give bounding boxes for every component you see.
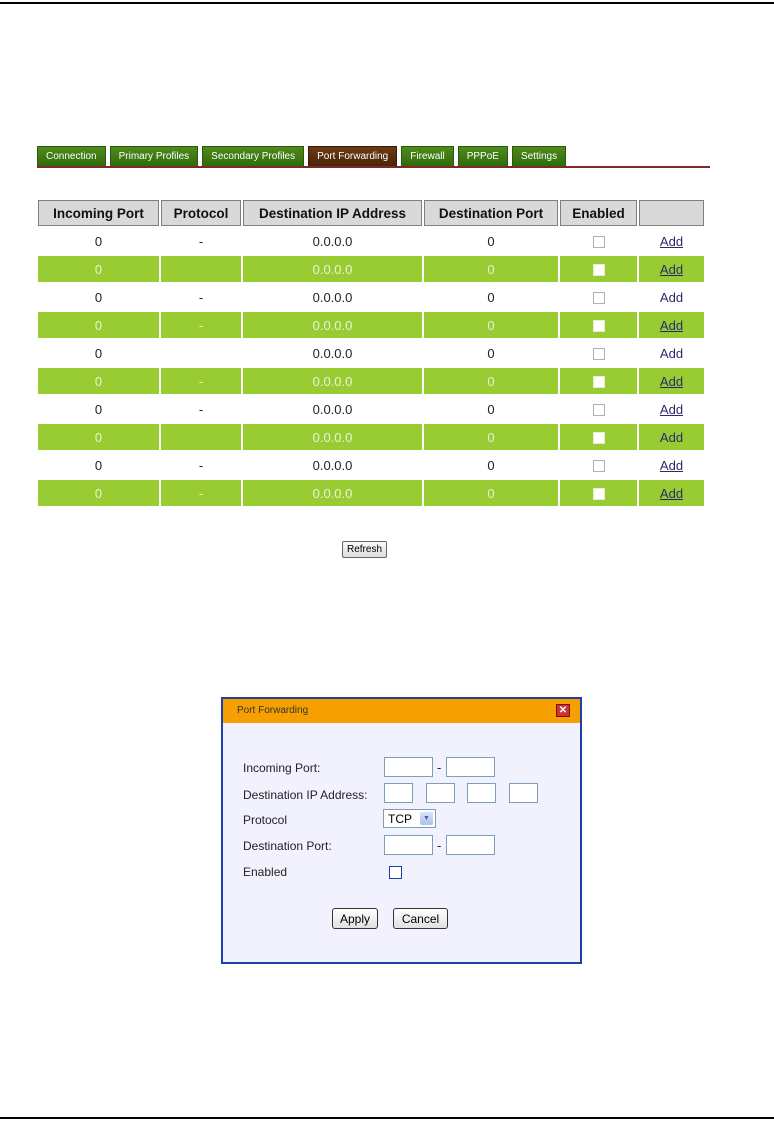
incoming-port-cell: 0 xyxy=(94,345,103,361)
enabled-cell xyxy=(560,284,637,310)
range-dash: - xyxy=(437,838,442,853)
column-header-protocol: Protocol xyxy=(161,200,241,226)
destination-ip-cell: 0.0.0.0 xyxy=(243,256,422,282)
enabled-checkbox[interactable] xyxy=(593,264,605,276)
action-cell xyxy=(639,396,704,422)
enabled-cell xyxy=(560,312,637,338)
ip-octet-1-input[interactable] xyxy=(384,783,413,803)
action-cell xyxy=(639,368,704,394)
protocol-cell xyxy=(161,340,241,366)
tab-bar xyxy=(37,146,566,166)
action-cell xyxy=(639,424,704,450)
enabled-checkbox[interactable] xyxy=(389,866,402,879)
add-link[interactable]: Add xyxy=(659,373,684,389)
add-link[interactable]: Add xyxy=(659,261,684,277)
table-row xyxy=(38,424,704,450)
incoming-port-cell: 0 xyxy=(38,368,159,394)
action-cell xyxy=(639,340,704,366)
enabled-cell xyxy=(560,256,637,282)
add-link[interactable]: Add xyxy=(659,485,684,501)
protocol-cell: - xyxy=(198,289,204,305)
destination-ip-cell: 0.0.0.0 xyxy=(312,457,353,473)
destination-ip-cell: 0.0.0.0 xyxy=(312,289,353,305)
port-forwarding-table xyxy=(36,198,706,508)
destination-port-start-input[interactable] xyxy=(384,835,433,855)
destination-ip-label: Destination IP Address: xyxy=(243,788,368,802)
protocol-cell xyxy=(161,424,241,450)
enabled-checkbox[interactable] xyxy=(593,404,605,416)
enabled-cell xyxy=(560,228,637,254)
action-cell xyxy=(639,228,704,254)
destination-ip-cell: 0.0.0.0 xyxy=(243,368,422,394)
enabled-checkbox[interactable] xyxy=(593,432,605,444)
destination-ip-cell: 0.0.0.0 xyxy=(312,401,353,417)
incoming-port-cell: 0 xyxy=(38,312,159,338)
incoming-port-cell: 0 xyxy=(94,289,103,305)
column-header-destination-port: Destination Port xyxy=(424,200,558,226)
enabled-checkbox[interactable] xyxy=(593,292,605,304)
protocol-cell: - xyxy=(198,457,204,473)
refresh-button[interactable]: Refresh xyxy=(342,541,387,558)
destination-port-cell: 0 xyxy=(487,345,495,361)
enabled-checkbox[interactable] xyxy=(593,320,605,332)
table-row xyxy=(38,452,704,478)
protocol-cell: - xyxy=(198,233,204,249)
range-dash: - xyxy=(437,760,442,775)
add-link[interactable]: Add xyxy=(659,317,684,333)
enabled-cell xyxy=(560,396,637,422)
table-row xyxy=(38,284,704,310)
incoming-port-start-input[interactable] xyxy=(384,757,433,777)
enabled-cell xyxy=(560,480,637,506)
destination-port-cell: 0 xyxy=(424,312,558,338)
action-cell xyxy=(639,312,704,338)
dialog-title-bar xyxy=(223,699,580,723)
chevron-down-icon: ▼ xyxy=(420,812,433,825)
destination-ip-cell: 0.0.0.0 xyxy=(243,480,422,506)
table-row xyxy=(38,256,704,282)
protocol-select[interactable] xyxy=(383,809,436,828)
bottom-rule xyxy=(0,1117,774,1119)
protocol-cell: - xyxy=(161,312,241,338)
enabled-label: Enabled xyxy=(243,865,288,879)
destination-ip-cell: 0.0.0.0 xyxy=(312,233,353,249)
incoming-port-cell: 0 xyxy=(38,256,159,282)
close-icon[interactable]: ✕ xyxy=(556,704,570,717)
tab-connection[interactable]: Connection xyxy=(37,146,106,166)
ip-octet-3-input[interactable] xyxy=(467,783,496,803)
ip-octet-2-input[interactable] xyxy=(426,783,455,803)
destination-port-cell: 0 xyxy=(487,289,495,305)
enabled-checkbox[interactable] xyxy=(593,348,605,360)
action-cell xyxy=(639,256,704,282)
destination-port-cell: 0 xyxy=(424,368,558,394)
protocol-cell xyxy=(161,256,241,282)
protocol-value: TCP xyxy=(388,812,412,826)
incoming-port-cell: 0 xyxy=(94,457,103,473)
add-link[interactable]: Add xyxy=(659,289,684,305)
protocol-cell: - xyxy=(198,401,204,417)
destination-port-cell: 0 xyxy=(487,401,495,417)
tab-settings[interactable]: Settings xyxy=(512,146,566,166)
destination-ip-cell: 0.0.0.0 xyxy=(243,312,422,338)
destination-port-cell: 0 xyxy=(424,256,558,282)
ip-octet-4-input[interactable] xyxy=(509,783,538,803)
column-header-incoming-port: Incoming Port xyxy=(38,200,159,226)
table-row xyxy=(38,228,704,254)
add-link[interactable]: Add xyxy=(659,345,684,361)
destination-port-label: Destination Port: xyxy=(243,839,332,853)
action-cell xyxy=(639,284,704,310)
incoming-port-cell: 0 xyxy=(38,424,159,450)
column-header-enabled: Enabled xyxy=(560,200,637,226)
protocol-cell: - xyxy=(161,368,241,394)
enabled-checkbox[interactable] xyxy=(593,236,605,248)
enabled-checkbox[interactable] xyxy=(593,488,605,500)
add-link[interactable]: Add xyxy=(659,429,684,445)
protocol-cell: - xyxy=(161,480,241,506)
tab-underline xyxy=(37,166,710,168)
incoming-port-cell: 0 xyxy=(38,480,159,506)
action-cell xyxy=(639,452,704,478)
table-row xyxy=(38,396,704,422)
column-header-action xyxy=(639,200,704,226)
enabled-cell xyxy=(560,340,637,366)
add-link[interactable]: Add xyxy=(659,457,684,473)
cancel-button[interactable]: Cancel xyxy=(393,908,448,929)
destination-ip-cell: 0.0.0.0 xyxy=(243,424,422,450)
table-row xyxy=(38,368,704,394)
table-row xyxy=(38,340,704,366)
apply-button[interactable]: Apply xyxy=(332,908,378,929)
incoming-port-cell: 0 xyxy=(94,401,103,417)
incoming-port-label: Incoming Port: xyxy=(243,761,321,775)
protocol-label: Protocol xyxy=(243,813,288,827)
destination-port-cell: 0 xyxy=(487,233,495,249)
dialog-title: Port Forwarding xyxy=(237,705,309,716)
tab-secondary-profiles[interactable]: Secondary Profiles xyxy=(202,146,304,166)
table-header-row xyxy=(38,200,704,226)
add-link[interactable]: Add xyxy=(659,401,684,417)
port-forwarding-dialog xyxy=(221,697,582,964)
destination-port-cell: 0 xyxy=(424,480,558,506)
enabled-cell xyxy=(560,424,637,450)
enabled-checkbox[interactable] xyxy=(593,460,605,472)
enabled-cell xyxy=(560,452,637,478)
enabled-checkbox[interactable] xyxy=(593,376,605,388)
tab-primary-profiles[interactable]: Primary Profiles xyxy=(110,146,199,166)
incoming-port-end-input[interactable] xyxy=(446,757,495,777)
destination-ip-cell: 0.0.0.0 xyxy=(312,345,353,361)
tab-pppoe[interactable]: PPPoE xyxy=(458,146,508,166)
tab-firewall[interactable]: Firewall xyxy=(401,146,453,166)
tab-port-forwarding[interactable]: Port Forwarding xyxy=(308,146,397,166)
action-cell xyxy=(639,480,704,506)
incoming-port-cell: 0 xyxy=(94,233,103,249)
table-row xyxy=(38,480,704,506)
destination-port-cell: 0 xyxy=(487,457,495,473)
column-header-destination-ip: Destination IP Address xyxy=(243,200,422,226)
top-rule xyxy=(0,2,774,4)
add-link[interactable]: Add xyxy=(659,233,684,249)
enabled-cell xyxy=(560,368,637,394)
table-row xyxy=(38,312,704,338)
destination-port-cell: 0 xyxy=(424,424,558,450)
destination-port-end-input[interactable] xyxy=(446,835,495,855)
